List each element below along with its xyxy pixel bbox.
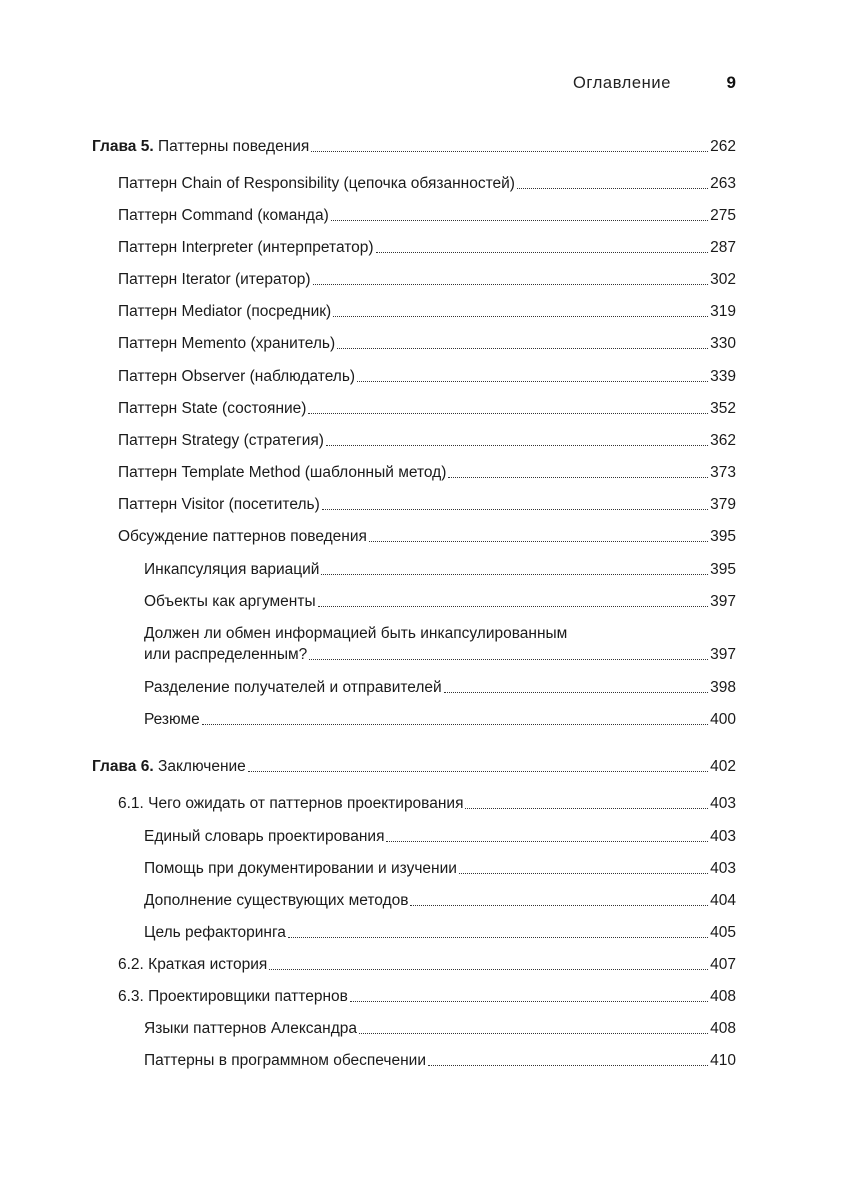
toc-item[interactable]: [0, 495, 849, 515]
toc-page-number: 379: [710, 496, 736, 513]
toc-page-number: 403: [710, 828, 736, 845]
toc-item[interactable]: [0, 302, 849, 322]
toc-item-title: Паттерн Interpreter (интерпретатор): [118, 239, 374, 256]
toc-item-title: Паттерн Memento (хранитель): [118, 335, 336, 352]
toc-item[interactable]: [0, 794, 849, 814]
toc-subitem[interactable]: [0, 859, 849, 879]
toc-item-title: Единый словарь проектирования: [144, 828, 385, 845]
toc-subitem[interactable]: [0, 645, 849, 665]
toc-item[interactable]: [0, 955, 849, 975]
toc-subitem[interactable]: [0, 923, 849, 943]
toc-item-title: Паттерн Template Method (шаблонный метод): [118, 464, 447, 481]
toc-item[interactable]: [0, 174, 849, 194]
leader-dots: [359, 1033, 708, 1034]
toc-page-number: 404: [710, 892, 736, 909]
toc-subitem[interactable]: [0, 678, 849, 698]
toc-item-title: 6.3. Проектировщики паттернов: [118, 988, 348, 1005]
toc-page-number: 408: [710, 988, 736, 1005]
chapter-title: Заключение: [157, 758, 246, 775]
toc-page-number: 397: [710, 646, 736, 663]
toc-item-title: или распределенным?: [144, 646, 308, 663]
toc-subitem[interactable]: [0, 592, 849, 612]
toc-chapter-6[interactable]: [0, 757, 849, 777]
leader-dots: [288, 937, 708, 938]
toc-item-title: Разделение получателей и отправителей: [144, 679, 442, 696]
toc-subitem[interactable]: [0, 1051, 849, 1071]
toc-page-number: 352: [710, 400, 736, 417]
toc-page-number: 262: [710, 138, 736, 155]
toc-subitem-title-line1[interactable]: Должен ли обмен информацией быть инкапсулированным: [144, 625, 568, 642]
chapter-title: Паттерны поведения: [157, 138, 310, 155]
toc-subitem[interactable]: [0, 827, 849, 847]
toc-page-number: 319: [710, 303, 736, 320]
leader-dots: [331, 220, 708, 221]
toc-item[interactable]: [0, 334, 849, 354]
toc-item-title: 6.1. Чего ожидать от паттернов проектирования: [118, 795, 464, 812]
leader-dots: [376, 252, 709, 253]
toc-page-number: 403: [710, 860, 736, 877]
toc-item[interactable]: [0, 431, 849, 451]
chapter-label: Глава 5.: [92, 138, 154, 155]
toc-item-title: Паттерн Strategy (стратегия): [118, 432, 324, 449]
toc-page-number: 402: [710, 758, 736, 775]
leader-dots: [318, 606, 709, 607]
toc-item-title: Паттерны в программном обеспечении: [144, 1052, 426, 1069]
toc-item[interactable]: [0, 399, 849, 419]
leader-dots: [333, 316, 708, 317]
running-head-title: Оглавление: [573, 74, 671, 92]
leader-dots: [337, 348, 708, 349]
leader-dots: [326, 445, 708, 446]
toc-subitem[interactable]: [0, 891, 849, 911]
toc-page-number: 410: [710, 1052, 736, 1069]
toc-item-title: Паттерн State (состояние): [118, 400, 307, 417]
toc-page-number: 403: [710, 795, 736, 812]
toc-subitem[interactable]: [0, 560, 849, 580]
toc-chapter-5[interactable]: [0, 137, 849, 157]
leader-dots: [309, 659, 708, 660]
leader-dots: [465, 808, 708, 809]
leader-dots: [269, 969, 708, 970]
leader-dots: [350, 1001, 708, 1002]
toc-item[interactable]: [0, 527, 849, 547]
leader-dots: [311, 151, 708, 152]
toc-item-title: Цель рефакторинга: [144, 924, 286, 941]
toc-item-title: Паттерн Command (команда): [118, 207, 329, 224]
toc-item-title: Резюме: [144, 711, 200, 728]
toc-item-title: Паттерн Mediator (посредник): [118, 303, 332, 320]
leader-dots: [517, 188, 708, 189]
leader-dots: [322, 509, 708, 510]
toc-page-number: 330: [710, 335, 736, 352]
toc-page-number: 263: [710, 175, 736, 192]
page-header: [0, 72, 849, 96]
leader-dots: [308, 413, 708, 414]
leader-dots: [357, 381, 708, 382]
leader-dots: [202, 724, 708, 725]
toc-item-title: Дополнение существующих методов: [144, 892, 409, 909]
toc-page-number: 395: [710, 561, 736, 578]
toc-page-number: 275: [710, 207, 736, 224]
leader-dots: [448, 477, 708, 478]
toc-page-number: 398: [710, 679, 736, 696]
toc-item[interactable]: [0, 463, 849, 483]
toc-page-number: 407: [710, 956, 736, 973]
toc-item-title: 6.2. Краткая история: [118, 956, 268, 973]
toc-subitem[interactable]: [0, 710, 849, 730]
leader-dots: [386, 841, 708, 842]
toc-item-title: Помощь при документировании и изучении: [144, 860, 457, 877]
leader-dots: [321, 574, 708, 575]
leader-dots: [459, 873, 708, 874]
leader-dots: [428, 1065, 708, 1066]
leader-dots: [444, 692, 708, 693]
toc-item[interactable]: [0, 270, 849, 290]
toc-page-number: 362: [710, 432, 736, 449]
toc-item[interactable]: [0, 206, 849, 226]
leader-dots: [313, 284, 709, 285]
toc-page-number: 339: [710, 368, 736, 385]
toc-page-number: 397: [710, 593, 736, 610]
toc-page-number: 287: [710, 239, 736, 256]
toc-item-title: Обсуждение паттернов поведения: [118, 528, 367, 545]
toc-item[interactable]: [0, 987, 849, 1007]
toc-page-number: 302: [710, 271, 736, 288]
page-number: 9: [726, 73, 736, 92]
leader-dots: [410, 905, 708, 906]
toc-subitem[interactable]: [0, 1019, 849, 1039]
toc-page-number: 408: [710, 1020, 736, 1037]
toc-item-title: Инкапсуляция вариаций: [144, 561, 320, 578]
toc-item-title: Паттерн Iterator (итератор): [118, 271, 311, 288]
leader-dots: [248, 771, 708, 772]
toc-item-title: Паттерн Chain of Responsibility (цепочка обязанностей): [118, 175, 515, 192]
toc-page-number: 395: [710, 528, 736, 545]
toc-page-number: 400: [710, 711, 736, 728]
toc-item-title: Объекты как аргументы: [144, 593, 316, 610]
toc-page-number: 373: [710, 464, 736, 481]
toc-item-title: Паттерн Observer (наблюдатель): [118, 368, 356, 385]
toc-item-title: Паттерн Visitor (посетитель): [118, 496, 320, 513]
toc-page-number: 405: [710, 924, 736, 941]
toc-item-title: Языки паттернов Александра: [144, 1020, 358, 1037]
toc-item[interactable]: [0, 238, 849, 258]
leader-dots: [369, 541, 708, 542]
chapter-label: Глава 6.: [92, 758, 154, 775]
toc-item[interactable]: [0, 367, 849, 387]
